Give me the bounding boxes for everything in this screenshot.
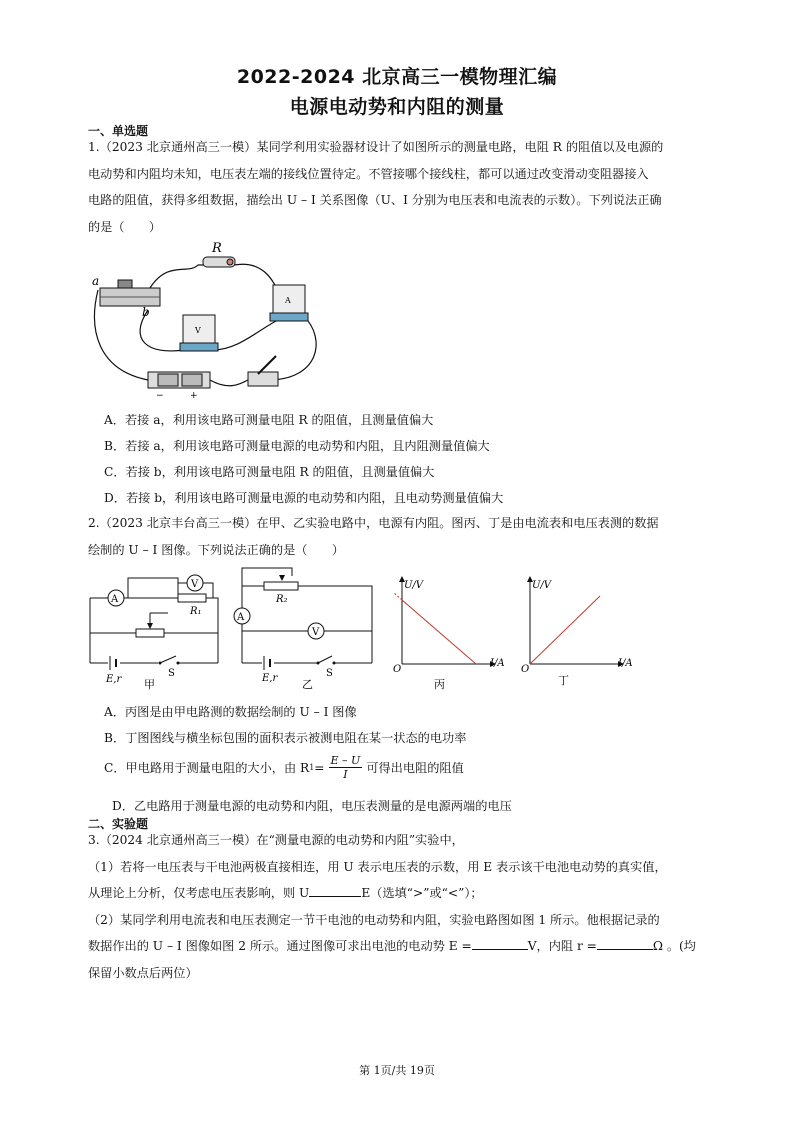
q1-line3: 电路的阻值，获得多组数据，描绘出 U – I 关系图像（U、I 分别为电压表和电流表的示数）。下列说法正确 [88,193,662,207]
yi-S-label: S [326,668,333,679]
battery-plus: + [190,391,198,400]
yi-caption: 乙 [302,678,313,690]
bing-caption: 丙 [434,678,445,691]
jia-caption: 甲 [144,678,155,690]
doc-title: 2022-2024 北京高三一模物理汇编 [236,66,558,88]
jia-R1-label: R₁ [190,606,202,617]
bing-origin: O [393,664,402,675]
q1-option-d: D．若接 b，利用该电路可测量电源的电动势和内阻，且电动势测量值偏大 [104,491,504,505]
jia-Er-label: E,r [106,674,122,685]
label-R: R [212,241,222,256]
q2-option-c-prefix: C．甲电路用于测量电阻的大小，由 R [104,761,310,775]
q3-line6: 保留小数点后两位） [88,965,198,980]
q1-circuit-figure [88,240,338,400]
q3-line2: （1）若将一电压表与干电池两极直接相连，用 U 表示电压表的示数，用 E 表示该干电池电动势的真实值， [88,859,667,874]
answer-blank-resistance[interactable] [597,937,653,950]
jia-S-label: S [168,668,175,679]
doc-subtitle: 电源电动势和内阻的测量 [289,96,505,118]
bing-ylabel: U/V [404,580,424,591]
q1-stem [88,134,713,240]
q3-stem [88,827,713,986]
q2-line2: 绘制的 U – I 图像。下列说法正确的是（ ） [88,542,345,557]
q2-option-c-suffix: 可得出电阻的阻值 [366,761,464,775]
q3-line4: （2）某同学利用电流表和电压表测定一节干电池的电动势和内阻，实验电路图如图 1 所示。他根据记录的 [88,912,660,927]
q1-option-c: C．若接 b，利用该电路可测量电阻 R 的阻值，且测量值偏大 [104,465,435,479]
q2-option-d: D．乙电路用于测量电源的电动势和内阻，电压表测量的是电源两端的电压 [112,799,512,813]
q3-line5-suffix: Ω 。(均 [652,939,696,953]
ding-ylabel: U/V [532,580,552,591]
q3-line3-prefix: 从理论上分析，仅考虑电压表影响，则 U [88,886,310,900]
battery-minus: − [156,391,164,400]
q2-option-a: A．丙图是由甲电路测的数据绘制的 U – I 图像 [104,705,357,719]
yi-voltmeter-label: V [312,627,320,638]
q3-line1: 3.（2024 北京通州高三一模）在“测量电源的电动势和内阻”实验中， [88,833,464,847]
q2-option-c-fraction [329,754,363,781]
q2-option-c-sub: 1 [309,763,315,772]
graph-bing [392,574,512,692]
section-experiment: 二、实验题 [88,817,149,831]
ding-xlabel: I/A [618,658,633,669]
fraction-denominator: I [343,768,348,781]
answer-blank-1[interactable] [309,884,361,897]
label-b: b [142,305,150,319]
circuit-yi [232,566,382,690]
voltmeter-label: V [195,326,201,335]
answer-blank-emf[interactable] [472,937,528,950]
q2-option-c [104,754,464,781]
q2-line1: 2.（2023 北京丰台高三一模）在甲、乙实验电路中，电源有内阻。图丙、丁是由电流表和电压表测的数据 [88,516,659,530]
jia-ammeter-label: A [111,594,119,605]
q3-line3 [88,880,713,907]
graph-ding [520,574,640,692]
q3-line5-prefix: 数据作出的 U – I 图像如图 2 所示。通过图像可求出电池的电动势 E = [88,939,472,953]
jia-voltmeter-label: V [191,579,199,590]
q2-option-b: B．丁图图线与横坐标包围的面积表示被测电阻在某一状态的电功率 [104,731,467,745]
yi-ammeter-label: A [237,612,245,623]
fraction-numerator: E – U [330,754,361,767]
q1-line1: 1.（2023 北京通州高三一模）某同学利用实验器材设计了如图所示的测量电路，电阻 R 的阻值以及电源的 [88,140,664,154]
q1-line4: 的是（ ） [88,219,162,234]
q1-option-b: B．若接 a，利用该电路可测量电源的电动势和内阻，且内阻测量值偏大 [104,439,490,453]
q3-line3-suffix: E（选填“>”或“<”）； [361,886,483,900]
section-single-choice: 一、单选题 [88,124,149,138]
ding-origin: O [521,664,530,675]
bing-xlabel: I/A [490,658,505,669]
q3-line5-mid: V，内阻 r = [527,939,597,953]
ding-caption: 丁 [558,674,569,687]
q1-line2: 电动势和内阻均未知，电压表左端的接线位置待定。不管接哪个接线柱，都可以通过改变滑动变阻器接入 [88,166,649,181]
q2-stem [88,510,713,563]
yi-Er-label: E,r [262,673,278,684]
yi-R2-label: R₂ [276,594,288,605]
q3-line5 [88,933,713,960]
ammeter-label: A [285,296,291,305]
page-footer: 第 1页/共 19页 [359,1064,435,1077]
q2-option-c-eq: = [314,760,325,775]
label-a: a [92,274,100,288]
circuit-jia [88,568,223,690]
q1-option-a: A．若接 a，利用该电路可测量电阻 R 的阻值，且测量值偏大 [104,413,434,427]
